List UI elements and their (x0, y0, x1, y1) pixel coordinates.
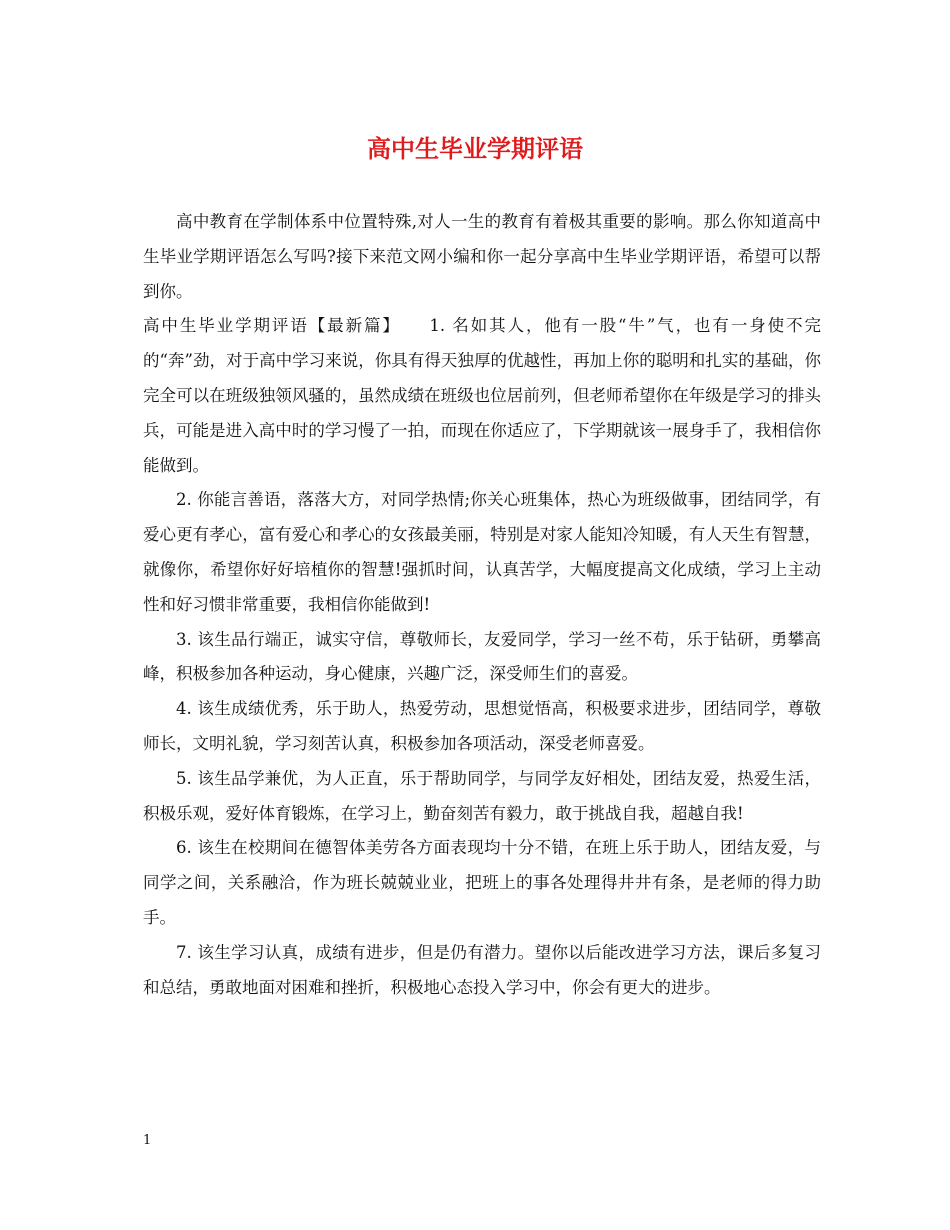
comment-paragraph-1: 高中生毕业学期评语【最新篇】 1. 名如其人，他有一股“牛”气，也有一身使不完的“奔”劲，对于高中学习来说，你具有得天独厚的优越性，再加上你的聪明和扎实的基础，你完全可以在班级独领风骚的，虽然成绩在班级也位居前列，但老师希望你在年级是学习的排头兵，可能是进入高中时的学习慢了一拍，而现在你适应了，下学期就该一展身手了，我相信你能做到。 (143, 316, 821, 475)
document-title: 高中生毕业学期评语 (367, 134, 583, 163)
intro-paragraph: 高中教育在学制体系中位置特殊,对人一生的教育有着极其重要的影响。那么你知道高中生毕业学期评语怎么写吗?接下来范文网小编和你一起分享高中生毕业学期评语，希望可以帮到你。 (143, 212, 821, 301)
comment-paragraph-2: 2. 你能言善语，落落大方，对同学热情;你关心班集体，热心为班级做事，团结同学，有爱心更有孝心，富有爱心和孝心的女孩最美丽，特别是对家人能知冷知暖，有人天生有智慧，就像你，希望你好好培植你的智慧!强抓时间，认真苦学，大幅度提高文化成绩，学习上主动性和好习惯非常重要，我相信你能做到! (143, 490, 821, 614)
comment-paragraph-6: 6. 该生在校期间在德智体美劳各方面表现均十分不错，在班上乐于助人，团结友爱，与同学之间，关系融洽，作为班长兢兢业业，把班上的事各处理得井井有条，是老师的得力助手。 (143, 838, 821, 927)
document-body (143, 205, 821, 1005)
comment-paragraph-4: 4. 该生成绩优秀，乐于助人，热爱劳动，思想觉悟高，积极要求进步，团结同学，尊敬师长，文明礼貌，学习刻苦认真，积极参加各项活动，深受老师喜爱。 (143, 699, 821, 753)
comment-paragraph-7: 7. 该生学习认真，成绩有进步，但是仍有潜力。望你以后能改进学习方法，课后多复习和总结，勇敢地面对困难和挫折，积极地心态投入学习中，你会有更大的进步。 (143, 942, 821, 997)
comment-paragraph-5: 5. 该生品学兼优，为人正直，乐于帮助同学，与同学友好相处，团结友爱，热爱生活，积极乐观，爱好体育锻炼，在学习上，勤奋刻苦有毅力，敢于挑战自我，超越自我! (143, 768, 821, 823)
comment-paragraph-3: 3. 该生品行端正，诚实守信，尊敬师长，友爱同学，学习一丝不苟，乐于钻研，勇攀高峰，积极参加各种运动，身心健康，兴趣广泛，深受师生们的喜爱。 (143, 629, 821, 684)
page-number: 1 (143, 1133, 152, 1148)
